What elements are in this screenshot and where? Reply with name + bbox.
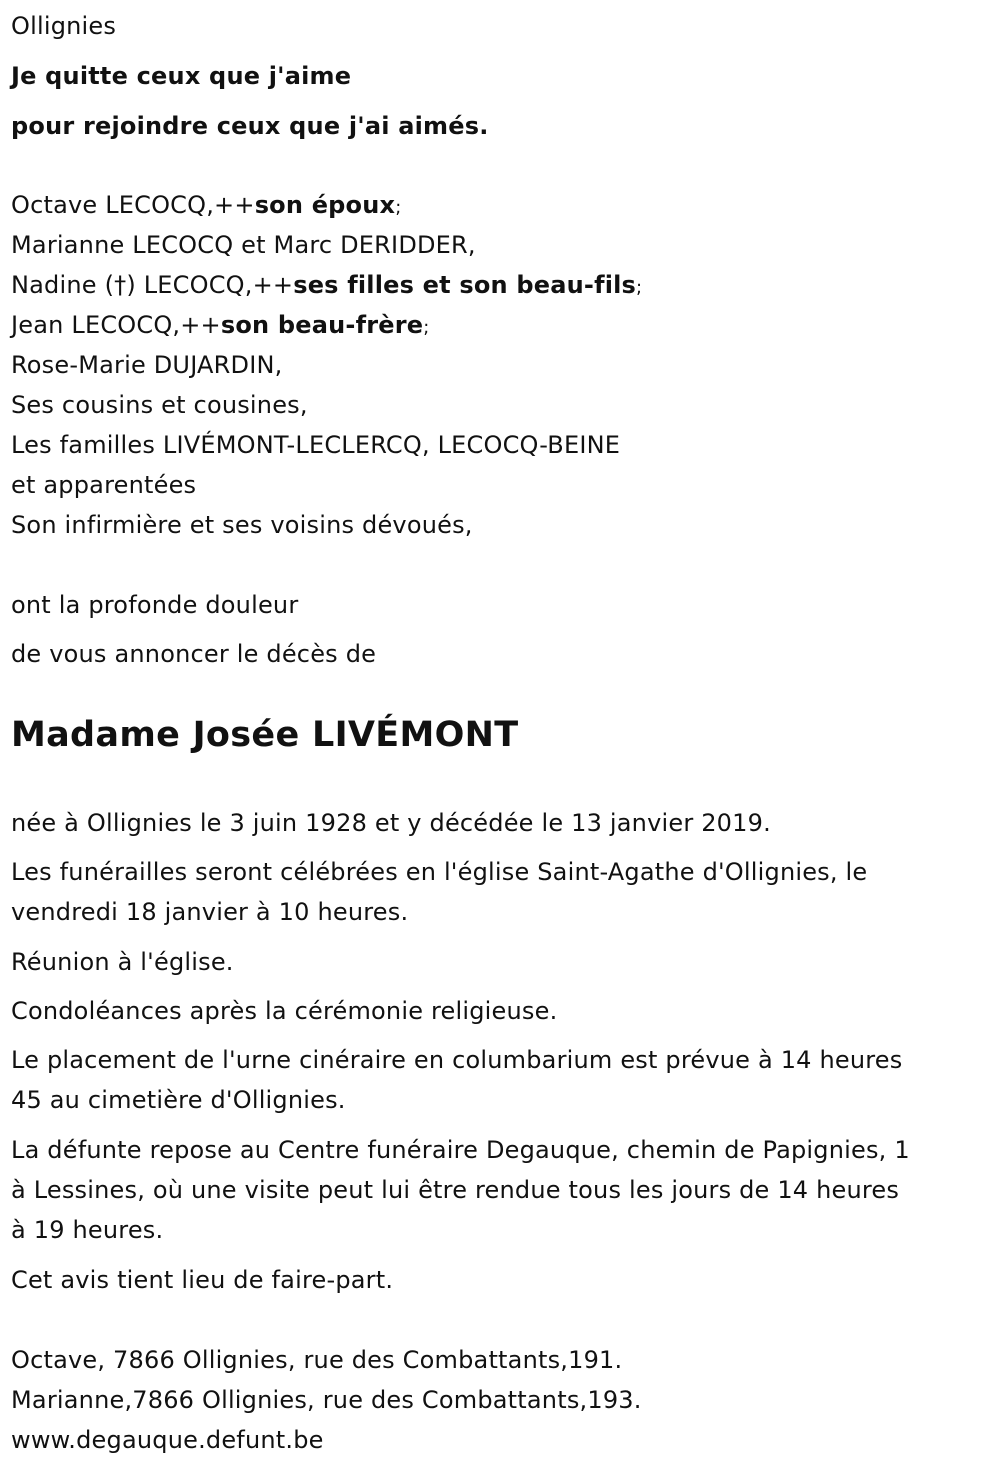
daughters-role: ses filles et son beau-fils — [293, 271, 637, 299]
rest-line-1: La défunte repose au Centre funéraire Degauque, chemin de Papignies, 1 — [11, 1136, 910, 1164]
meeting-info: Réunion à l'église. — [11, 948, 234, 976]
separator: ; — [423, 317, 430, 338]
quote-line-1: Je quitte ceux que j'aime — [11, 62, 352, 90]
family-cousins: Ses cousins et cousines, — [11, 391, 308, 419]
rest-line-3: à 19 heures. — [11, 1216, 164, 1244]
family-husband — [11, 185, 401, 228]
website-link[interactable]: www.degauque.defunt.be — [11, 1426, 324, 1454]
notice-info: Cet avis tient lieu de faire-part. — [11, 1266, 394, 1294]
address-1: Octave, 7866 Ollignies, rue des Combattants,191. — [11, 1346, 623, 1374]
quote-line-2: pour rejoindre ceux que j'ai aimés. — [11, 112, 489, 140]
place-name: Ollignies — [11, 12, 117, 40]
daughter-2-name: Nadine (†) LECOCQ,++ — [11, 271, 294, 299]
family-daughter-2 — [11, 265, 642, 308]
funeral-line-2: vendredi 18 janvier à 10 heures. — [11, 898, 409, 926]
funeral-line-1: Les funérailles seront célébrées en l'église Saint-Agathe d'Ollignies, le — [11, 858, 868, 886]
announcement-line-1: ont la profonde douleur — [11, 591, 299, 619]
family-related: et apparentées — [11, 471, 197, 499]
separator: ; — [395, 197, 402, 218]
husband-name: Octave LECOCQ,++ — [11, 191, 255, 219]
family-families: Les familles LIVÉMONT-LECLERCQ, LECOCQ-BEINE — [11, 431, 621, 459]
announcement-line-2: de vous annoncer le décès de — [11, 640, 377, 668]
brother-in-law-role: son beau-frère — [220, 311, 424, 339]
family-brother-in-law — [11, 305, 430, 348]
brother-in-law-name: Jean LECOCQ,++ — [11, 311, 221, 339]
urn-line-2: 45 au cimetière d'Ollignies. — [11, 1086, 346, 1114]
family-cousin: Rose-Marie DUJARDIN, — [11, 351, 283, 379]
address-2: Marianne,7866 Ollignies, rue des Combattants,193. — [11, 1386, 642, 1414]
rest-line-2: à Lessines, où une visite peut lui être rendue tous les jours de 14 heures — [11, 1176, 900, 1204]
condolences-info: Condoléances après la cérémonie religieuse. — [11, 997, 558, 1025]
family-caregivers: Son infirmière et ses voisins dévoués, — [11, 511, 473, 539]
family-daughter-1: Marianne LECOCQ et Marc DERIDDER, — [11, 231, 476, 259]
husband-role: son époux — [254, 191, 396, 219]
urn-line-1: Le placement de l'urne cinéraire en columbarium est prévue à 14 heures — [11, 1046, 903, 1074]
separator: ; — [636, 277, 643, 298]
birth-death-info: née à Ollignies le 3 juin 1928 et y décédée le 13 janvier 2019. — [11, 809, 771, 837]
deceased-name: Madame Josée LIVÉMONT — [11, 715, 519, 755]
